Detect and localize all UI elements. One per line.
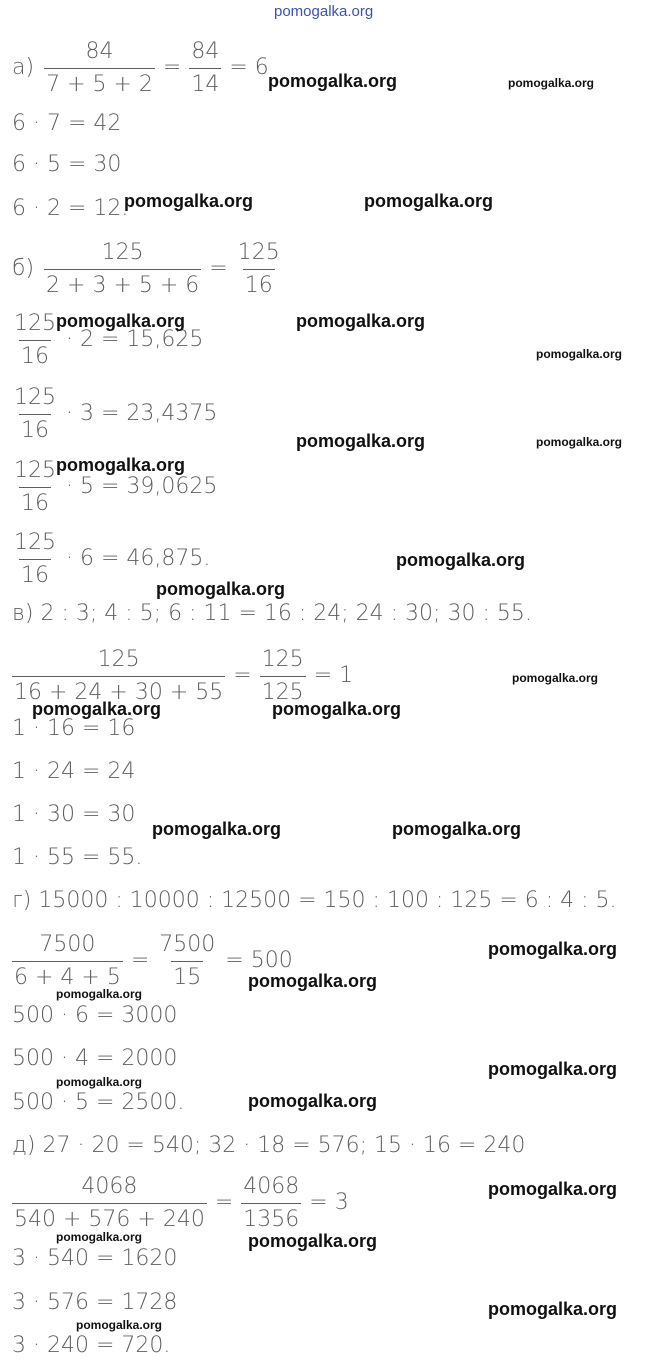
denominator: 16: [243, 269, 275, 299]
denominator: 2 + 3 + 5 + 6: [44, 269, 201, 299]
denominator: 15: [171, 961, 203, 991]
watermark: pomogalka.org: [488, 939, 618, 959]
result: = 3: [309, 1190, 349, 1215]
equation-line: 1 · 24 = 24: [12, 759, 136, 784]
numerator: 125: [14, 529, 56, 555]
numerator: 84: [191, 38, 220, 64]
numerator: 4068: [243, 1173, 300, 1199]
watermark: pomogalka.org: [488, 1299, 618, 1319]
numerator: 125: [14, 384, 56, 410]
watermark: pomogalka.org: [248, 1091, 378, 1111]
numerator: 125: [14, 457, 56, 483]
equals-sign: =: [162, 55, 182, 80]
numerator: 7500: [39, 931, 96, 957]
equation-line: 1 · 55 = 55.: [12, 845, 143, 870]
equals-sign: =: [130, 948, 150, 973]
denominator: 7 + 5 + 2: [44, 68, 155, 98]
section-label-a: а): [12, 55, 35, 80]
denominator: 1356: [241, 1203, 301, 1233]
fraction: [12, 458, 58, 517]
watermark: pomogalka.org: [156, 579, 286, 599]
denominator: 16: [19, 414, 51, 444]
numerator: 125: [237, 239, 280, 265]
denominator: 16: [19, 559, 51, 589]
denominator: 14: [189, 68, 221, 98]
watermark: pomogalka.org: [536, 347, 623, 361]
watermark: pomogalka.org: [536, 435, 623, 449]
equation-line: 500 · 5 = 2500.: [12, 1090, 185, 1115]
result: · 6 = 46,875.: [66, 546, 211, 571]
equation-line: 6 · 2 = 12.: [12, 196, 129, 221]
watermark: pomogalka.org: [268, 71, 398, 91]
fraction: [12, 311, 58, 370]
numerator: 125: [261, 646, 304, 672]
watermark: pomogalka.org: [248, 1231, 378, 1251]
watermark: pomogalka.org: [396, 550, 526, 570]
numerator: 4068: [81, 1173, 138, 1199]
fraction: [12, 530, 58, 589]
watermark: pomogalka.org: [56, 987, 143, 1001]
fraction: [157, 932, 217, 991]
numerator: 125: [14, 310, 56, 336]
equation-line: 1 · 30 = 30: [12, 802, 136, 827]
watermark: pomogalka.org: [488, 1179, 618, 1199]
equation-line: 1 · 16 = 16: [12, 716, 136, 741]
fraction: [241, 1174, 301, 1233]
equation-line: 6 · 7 = 42: [12, 111, 122, 136]
result: = 1: [313, 663, 354, 688]
watermark: pomogalka.org: [272, 699, 402, 719]
equation-b-fraction: [12, 229, 284, 309]
fraction: [260, 647, 306, 706]
fraction: [12, 647, 225, 706]
equation-a-fraction: [12, 28, 275, 108]
watermark: pomogalka.org: [32, 699, 162, 719]
fraction: [189, 39, 221, 98]
watermark: pomogalka.org: [508, 76, 595, 90]
equation-d-products: д) 27 · 20 = 540; 32 · 18 = 576; 15 · 16 = 240: [12, 1133, 526, 1158]
fraction: [12, 932, 123, 991]
equation-b-row-2: [10, 374, 223, 454]
result: · 3 = 23,4375: [66, 401, 218, 426]
denominator: 6 + 4 + 5: [12, 961, 123, 991]
equation-g-ratios: г) 15000 : 10000 : 12500 = 150 : 100 : 125 = 6 : 4 : 5.: [12, 888, 617, 913]
denominator: 16: [19, 340, 51, 370]
result: = 500: [225, 948, 293, 973]
fraction: [12, 385, 58, 444]
watermark: pomogalka.org: [56, 1075, 143, 1089]
site-header-link[interactable]: pomogalka.org: [274, 3, 374, 20]
equation-v-ratios: в) 2 : 3; 4 : 5; 6 : 11 = 16 : 24; 24 : 30; 30 : 55.: [12, 601, 532, 626]
equation-line: 3 · 576 = 1728: [12, 1290, 178, 1315]
section-label-b: б): [12, 256, 35, 281]
equals-sign: =: [233, 663, 252, 688]
numerator: 7500: [159, 931, 216, 957]
watermark: pomogalka.org: [56, 311, 186, 331]
watermark: pomogalka.org: [248, 971, 378, 991]
denominator: 16: [19, 487, 51, 517]
fraction: [44, 39, 155, 98]
numerator: 125: [97, 646, 140, 672]
watermark: pomogalka.org: [488, 1059, 618, 1079]
equation-line: 500 · 4 = 2000: [12, 1046, 178, 1071]
watermark: pomogalka.org: [76, 1318, 163, 1332]
numerator: 84: [85, 38, 114, 64]
equation-line: 3 · 240 = 720.: [12, 1333, 171, 1358]
watermark: pomogalka.org: [512, 671, 599, 685]
watermark: pomogalka.org: [124, 191, 254, 211]
fraction: [44, 240, 201, 299]
result: · 5 = 39,0625: [66, 474, 218, 499]
denominator: 125: [260, 676, 306, 706]
result: · 2 = 15,625: [66, 327, 204, 352]
watermark: pomogalka.org: [56, 1230, 143, 1244]
denominator: 540 + 576 + 240: [12, 1203, 207, 1233]
watermark: pomogalka.org: [296, 431, 426, 451]
watermark: pomogalka.org: [296, 311, 426, 331]
equals-sign: =: [209, 256, 228, 281]
equation-line: 500 · 6 = 3000: [12, 1003, 178, 1028]
result: = 6: [229, 55, 269, 80]
fraction: [12, 1174, 207, 1233]
numerator: 125: [101, 239, 144, 265]
equation-line: 6 · 5 = 30: [12, 152, 122, 177]
watermark: pomogalka.org: [56, 455, 186, 475]
equation-line: 3 · 540 = 1620: [12, 1246, 178, 1271]
equals-sign: =: [214, 1190, 234, 1215]
denominator: 16 + 24 + 30 + 55: [12, 676, 225, 706]
watermark: pomogalka.org: [392, 819, 522, 839]
watermark: pomogalka.org: [152, 819, 282, 839]
watermark: pomogalka.org: [364, 191, 494, 211]
fraction: [236, 240, 282, 299]
